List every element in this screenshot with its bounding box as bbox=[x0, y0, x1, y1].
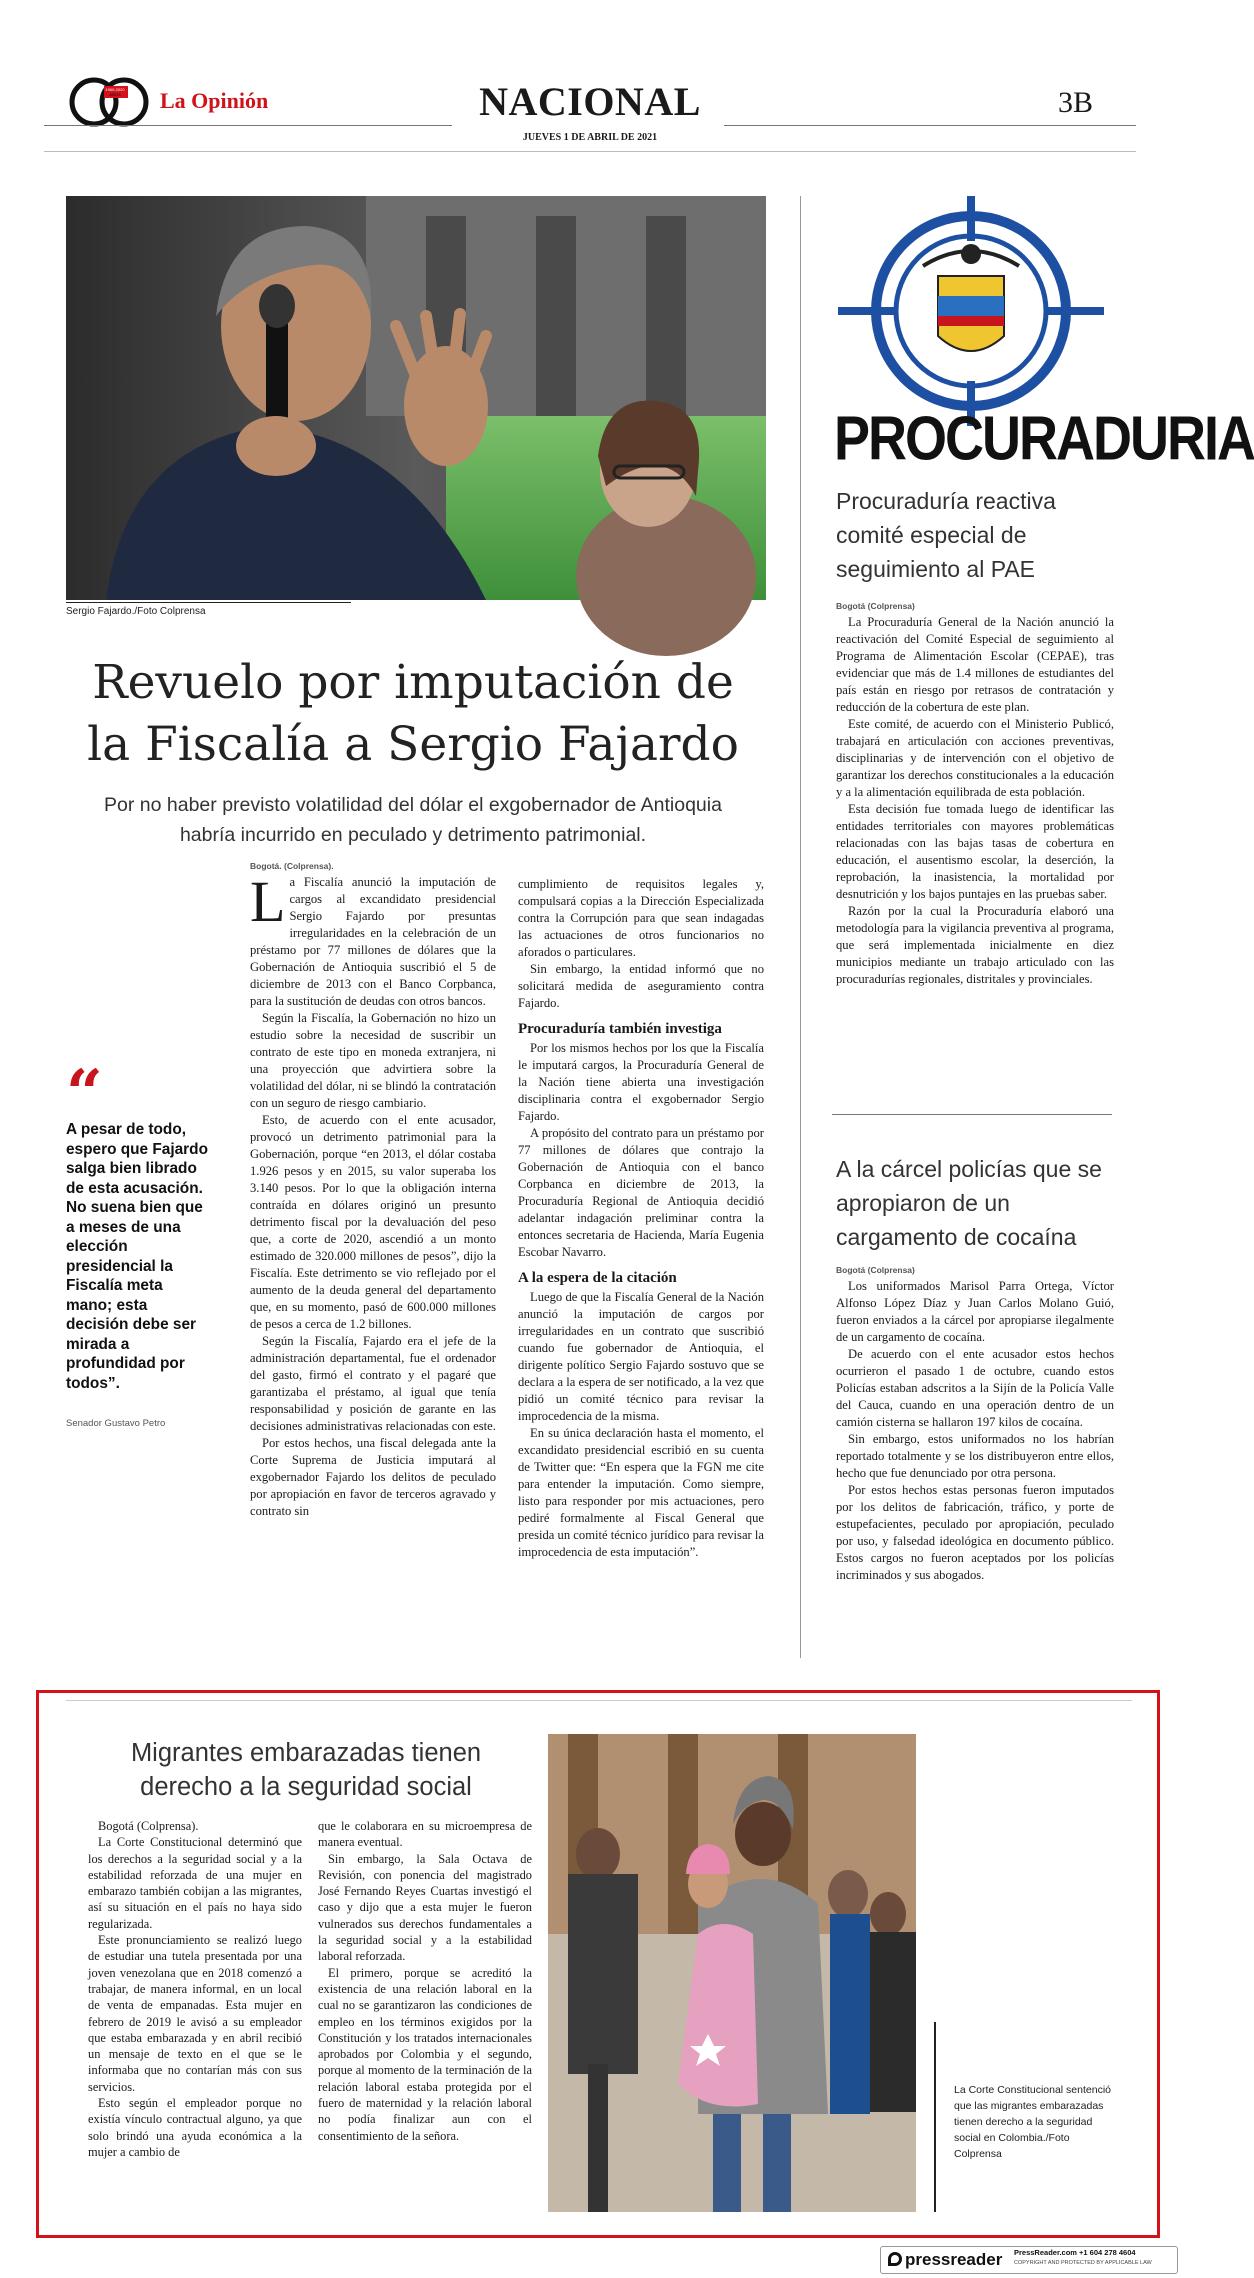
deck-line-1: Por no haber previsto volatilidad del dólar el exgobernador de Antioquia bbox=[104, 794, 722, 816]
migrantes-paragraph: Este pronunciamiento se realizó luego de estudiar una tutela presentada por una joven venezolana que en 2018 comenzó a trabajar, de manera informal, en un local de venta de empanadas. Esta mujer en febrero de 2019 le avisó a su empleador que estaba embarazada y en abril recibió un mensaje de texto en el que se le informaba que no contarían más con sus servicios. bbox=[88, 1933, 302, 2094]
subhead: Procuraduría también investiga bbox=[518, 1021, 722, 1037]
masthead-rule bbox=[44, 125, 452, 126]
issue-date: JUEVES 1 DE ABRIL DE 2021 bbox=[522, 132, 658, 143]
migrantes-caption-rule bbox=[934, 2022, 936, 2212]
migrantes-headline-line-2: derecho a la seguridad social bbox=[140, 1773, 472, 1801]
newspaper-name: La Opinión bbox=[160, 88, 269, 113]
headline-line-2: la Fiscalía a Sergio Fajardo bbox=[87, 717, 739, 772]
procuraduria-headline: Procuraduría reactiva comité especial de seguimiento al PAE bbox=[836, 488, 1056, 582]
logo-years-range: 1960-2020 bbox=[105, 87, 125, 92]
procuraduria-paragraph: Esta decisión fue tomada luego de identificar las entidades territoriales con mayores problemáticas relacionadas con las bajas tasas de cobertura en educación, el ausentismo escolar, la deserción, la reprobación, la inasistencia, la mortalidad por desnutrición y los bajos puntajes en las pruebas saber. bbox=[836, 802, 1114, 901]
main-paragraph: Por estos hechos, una fiscal delegada ante la Corte Suprema de Justicia imputará al exgobernador Fajardo los delitos de peculado por apropiación en favor de terceros agravado y contrato sin bbox=[250, 1436, 496, 1518]
migrantes-top-rule bbox=[66, 1700, 1132, 1701]
main-headline bbox=[60, 652, 766, 776]
main-story-column-2 bbox=[518, 876, 764, 1561]
procuraduria-paragraph: La Procuraduría General de la Nación anunció la reactivación del Comité Especial de seguimiento al Programa de Alimentación Escolar (CEPAE), tras evidenciar que más de 1.4 millones de estudiantes del país están en riesgo por retrasos de contratación y reducción de la cobertura de este plan. bbox=[836, 615, 1114, 714]
procuraduria-dateline: Bogotá (Colprensa) bbox=[836, 601, 915, 611]
pressreader-logo[interactable] bbox=[888, 2250, 1002, 2270]
logo-years-badge bbox=[104, 87, 126, 97]
pressreader-icon bbox=[888, 2252, 902, 2266]
right-column-rule bbox=[832, 1114, 1112, 1115]
migrantes-photo bbox=[548, 1734, 916, 2212]
pressreader-brand: pressreader bbox=[905, 2250, 1003, 2269]
migrantes-headline-line-1: Migrantes embarazadas tienen bbox=[130, 1739, 482, 1767]
headline-line-1: Revuelo por imputación de bbox=[92, 655, 734, 710]
main-paragraph: cumplimiento de requisitos legales y, compulsará copias a la Dirección Especializada contra la Corrupción para que sean indagadas las actuaciones de otros funcionarios no aforados o particulares. bbox=[518, 877, 764, 959]
quote-mark: “ bbox=[66, 1056, 103, 1131]
subhead: A la espera de la citación bbox=[518, 1270, 677, 1286]
procuraduria-paragraph: Razón por la cual la Procuraduría elaboró una metodología para la vigilancia preventiva al programa, que será implementada inicialmente en diez municipios mediante un trabajo articulado con las procuradurías regionales, distritales y provinciales. bbox=[836, 904, 1114, 986]
migrantes-dateline: Bogotá (Colprensa). bbox=[98, 1819, 199, 1833]
main-paragraph: Luego de que la Fiscalía General de la Nación anunció la imputación de cargos por irregularidades en un contrato que suscribió cuando fue gobernador de Antioquia, el dirigente político Sergio Fajardo sostuvo que se declara a la espera de ser notificado, a la vez que pidió un comité técnico para revisar la improcedencia de la misma. bbox=[518, 1290, 764, 1423]
pressreader-copyright: COPYRIGHT AND PROTECTED BY APPLICABLE LAW bbox=[1014, 2260, 1152, 2266]
carcel-headline: A la cárcel policías que se apropiaron de un cargamento de cocaína bbox=[836, 1156, 1102, 1250]
logo-sixty-hidden: 60 bbox=[66, 70, 67, 71]
deck-line-2: habría incurrido en peculado y detrimento patrimonial. bbox=[179, 824, 647, 846]
migrantes-paragraph: que le colaborara en su microempresa de manera eventual. bbox=[318, 1819, 532, 1850]
main-paragraph: Esto, de acuerdo con el ente acusador, provocó un detrimento patrimonial para la Gobernación, porque “en 2013, el dólar costaba 1.926 pesos y en 2015, su valor superaba los 3.140 pesos. Por lo que la obligación interna contraída en dólares originó un presunto detrimento fiscal por la devaluación del peso que, a corte de 2020, ascendió a un monto estimado de 320.000 millones de pesos”, dijo la Fiscalía. Este detrimento se vio reflejado por el aumento de la deuda general del departamento que, en su momento, pasó de 600.000 millones de pesos a cerca de 1.2 billones. bbox=[250, 1113, 496, 1331]
procuraduria-body bbox=[836, 598, 1114, 988]
carcel-body bbox=[836, 1262, 1114, 1584]
carcel-dateline: Bogotá (Colprensa) bbox=[836, 1265, 915, 1275]
main-photo-caption: Sergio Fajardo./Foto Colprensa bbox=[66, 606, 206, 617]
main-paragraph: A propósito del contrato para un préstamo por 77 millones de dólares que contrajo la Gobernación de Antioquia con el banco Corpbanca en diciembre de 2013, la Procuraduría Regional de Antioquia decidió adelantar indagación preliminar contra la entonces secretaria de Hacienda, María Eugenia Escobar Navarro. bbox=[518, 1126, 764, 1259]
main-dateline: Bogotá. (Colprensa). bbox=[250, 861, 334, 871]
caption-rule bbox=[66, 602, 351, 603]
main-paragraph bbox=[250, 869, 496, 1010]
main-paragraph: Según la Fiscalía, Fajardo era el jefe de la administración departamental, fue el ordenador del gasto, firmó el contrato y el pagaré que garantizaba el préstamo, al igual que tenía responsabilidad y posición de garante en las decisiones administrativas relacionadas con este. bbox=[250, 1334, 496, 1433]
migrantes-paragraph: Esto según el empleador porque no existía vínculo contractual alguno, ya que solo brindó una ayuda económica a la mujer a cambio de bbox=[88, 2096, 302, 2159]
section-title: NACIONAL bbox=[479, 79, 701, 124]
main-paragraph: Por los mismos hechos por los que la Fiscalía le imputará cargos, la Procuraduría General de la Nación tiene abierta una investigación disciplinaria contra el exgobernador Sergio Fajardo. bbox=[518, 1041, 764, 1123]
logo-years-word: AÑOS bbox=[109, 92, 121, 97]
migrantes-column-2 bbox=[318, 1818, 532, 2144]
main-deck bbox=[60, 790, 766, 850]
masthead-rule-right bbox=[724, 125, 1136, 126]
migrantes-headline bbox=[96, 1736, 516, 1804]
migrantes-paragraph: El primero, porque se acreditó la existencia de una relación laboral en la cual no se garantizaron las condiciones de empleo en los términos exigidos por la Constitución y los tratados internacionales aprobados por Colombia y el segundo, porque al momento de la terminación de la relación laboral estaba protegida por el fuero de maternidad y la relación laboral no podía finalizar aun con el consentimiento de la señora. bbox=[318, 1965, 532, 2143]
main-paragraph: En su única declaración hasta el momento, el excandidato presidencial escribió en su cuenta de Twitter que: “En espera que la FGN me cite para entender la imputación. Como siempre, listo para responder por mis actuaciones, pero pediré formalmente al Fiscal General que presida un comité técnico jurídico para revisar la improcedencia de esta imputación”. bbox=[518, 1426, 764, 1559]
procuraduria-logo bbox=[834, 196, 1254, 486]
main-paragraph: Sin embargo, la entidad informó que no solicitará medida de aseguramiento contra Fajardo. bbox=[518, 962, 764, 1010]
carcel-paragraph: Sin embargo, estos uniformados no los habrían reportado totalmente y se los distribuyeron entre ellos, hecho que fue denunciado por otra persona. bbox=[836, 1432, 1114, 1480]
migrantes-paragraph: La Corte Constitucional determinó que los derechos a la seguridad social y a la estabilidad reforzada de una mujer en embarazo también cobijan a las migrantes, así su situación en el país no haya sido regularizada. bbox=[88, 1835, 302, 1931]
pull-quote: A pesar de todo, espero que Fajardo salga bien librado de esta acusación. No suena bien que a meses de una elección presidencial la Fiscalía meta mano; esta decisión debe ser mirada a profundidad por todos”. bbox=[66, 1121, 208, 1392]
newspaper-logo-mark bbox=[66, 70, 156, 130]
main-story-column-1 bbox=[250, 858, 496, 1520]
column-divider bbox=[800, 196, 801, 1658]
migrantes-column-1 bbox=[88, 1818, 302, 2160]
main-paragraph-text: a Fiscalía anunció la imputación de cargos al excandidato presidencial Sergio Fajardo por presuntas irregularidades en la celebración de un préstamo por 77 millones de dólares que la Gobernación de Antioquia suscribió el 5 de diciembre de 2013 con el Banco Corpbanca, para la sustitución de deudas con otros bancos. bbox=[250, 875, 496, 1008]
procuraduria-logo-text: PROCURADURIA bbox=[834, 404, 1254, 474]
procuraduria-paragraph: Este comité, de acuerdo con el Ministerio Publicó, trabajará en articulación con acciones preventivas, disciplinarias y de intervención con el objetivo de garantizar los derechos constitucionales a la educación y a la alimentación equilibrada de esta población. bbox=[836, 717, 1114, 799]
quote-author: Senador Gustavo Petro bbox=[66, 1418, 166, 1429]
header-bottom-rule bbox=[44, 151, 1136, 152]
migrantes-paragraph: Sin embargo, la Sala Octava de Revisión, con ponencia del magistrado José Fernando Reyes Cuartas investigó el caso y dijo que a esta mujer le fueron vulnerados sus derechos fundamentales a la seguridad social y a la estabilidad laboral reforzada. bbox=[318, 1851, 532, 1964]
page-number: 3B bbox=[1058, 86, 1094, 119]
migrantes-photo-caption: La Corte Constitucional sentenció que las migrantes embarazadas tienen derecho a la seguridad social en Colombia./Foto Colprensa bbox=[954, 2084, 1112, 2160]
carcel-paragraph: Los uniformados Marisol Parra Ortega, Víctor Alfonso López Díaz y Juan Carlos Molano Guió, fueron enviados a la cárcel por apropiarse ilegalmente de un cargamento de cocaína. bbox=[836, 1279, 1114, 1344]
carcel-paragraph: Por estos hechos estas personas fueron imputados por los delitos de fabricación, tráfico, y porte de estupefacientes, peculado por apropiación, peculado por uso, y falsedad ideológica en documento público. Estos cargos no fueron aceptados por los policías incriminados y sus abogados. bbox=[836, 1483, 1114, 1582]
carcel-paragraph: De acuerdo con el ente acusador estos hechos ocurrieron el pasado 1 de octubre, cuando estos Policías estaban adscritos a la Sijín de la Policía Valle del Cauca, cuando en una operación dentro de un camión cisterna se hallaron 197 kilos de cocaína. bbox=[836, 1347, 1114, 1429]
drop-cap: L bbox=[250, 869, 286, 934]
pressreader-contact: PressReader.com +1 604 278 4604 bbox=[1014, 2248, 1136, 2257]
main-story-photo bbox=[66, 196, 766, 600]
main-paragraph: Según la Fiscalía, la Gobernación no hizo un estudio sobre la necesidad de suscribir un contrato de este tipo en moneda extranjera, ni una proyección que advirtiera sobre la volatilidad del dólar, ni se blindó la contratación con un seguro de riesgo cambiario. bbox=[250, 1011, 496, 1110]
